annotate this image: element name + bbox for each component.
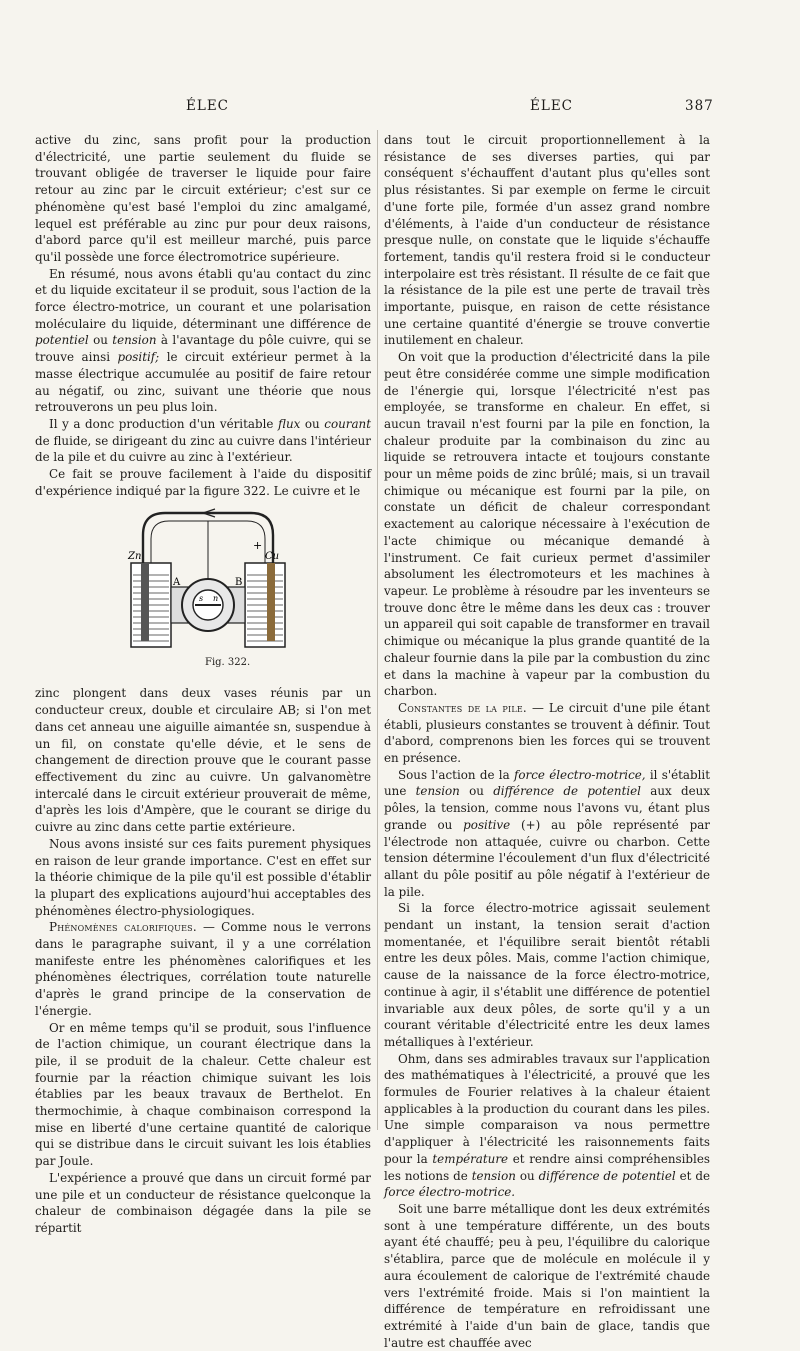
paragraph: En résumé, nous avons établi qu'au contact du zinc et du liquide excitateur il se produit, sous l'action de la force électro-motrice, un courant et une polarisation moléculaire du liquide, déterminant une différence de potentiel ou tension à l'avantage du pôle cuivre, qui se trouve ainsi positif; le circuit extérieur permet à la masse électrique accumulée au positif de faire retour au négatif, ou zinc, suivant une théorie que nous retrouverons un peu plus loin. bbox=[35, 266, 371, 415]
running-header-right: ÉLEC bbox=[530, 98, 574, 114]
paragraph: Or en même temps qu'il se produit, sous l'influence de l'action chimique, un courant électrique dans la pile, il se produit de la chaleur. Cette chaleur est fournie par la réaction chimique suivant les lois établies par les beaux travaux de Berthelot. En thermochimie, à chaque combinaison correspond la mise en liberté d'une certaine quantité de calorique qui se distribue dans le circuit suivant les lois établies par Joule. bbox=[35, 1020, 371, 1169]
label-plus: + bbox=[253, 539, 263, 553]
paragraph: zinc plongent dans deux vases réunis par un conducteur creux, double et circulaire AB; si l'on met dans cet anneau une aiguille aimantée sn, suspendue à un fil, on constate qu'elle dévie, et le sens de changement de direction prouve que le courant passe effectivement du zinc au cuivre. Un galvanomètre intercalé dans le circuit extérieur prouverait de même, d'après les lois d'Ampère, que le courant se dirige du cuivre au zinc dans cette partie extérieure. bbox=[35, 686, 371, 835]
section-heading: Constantes de la pile. bbox=[398, 700, 527, 715]
paragraph: Il y a donc production d'un véritable flux ou courant de fluide, se dirigeant du zinc au cuivre dans l'intérieur de la pile et du cuivre au zinc à l'extérieur. bbox=[35, 416, 371, 465]
label-a: A bbox=[173, 577, 181, 589]
paragraph: Nous avons insisté sur ces faits purement physiques en raison de leur grande importance. C'est en effet sur la théorie chimique de la pile qu'il est possible d'établir la plupart des explications aujourd'hui acceptables des phénomènes électro-physiologiques. bbox=[35, 836, 371, 918]
label-cu: Cu bbox=[265, 551, 280, 563]
right-column bbox=[384, 132, 710, 1351]
column-divider bbox=[377, 130, 378, 1130]
page-number: 387 bbox=[685, 98, 714, 114]
figure-322 bbox=[35, 505, 371, 681]
paragraph: active du zinc, sans profit pour la production d'électricité, une partie seulement du fluide se trouvant obligée de traverser le liquide pour faire retour au zinc par le circuit extérieur; c'est sur ce phénomène qu'est basé l'emploi du zinc amalgamé, lequel est préférable au zinc pur pour deux raisons, d'abord parce qu'il est meilleur marché, puis parce qu'il possède une force électromotrice supérieure. bbox=[35, 133, 371, 264]
left-column bbox=[35, 132, 371, 1237]
paragraph: L'expérience a prouvé que dans un circuit formé par une pile et un conducteur de résistance quelconque la chaleur de combinaison dégagée dans la pile se répartit bbox=[35, 1170, 371, 1235]
paragraph: Ce fait se prouve facilement à l'aide du dispositif d'expérience indiqué par la figure 322. Le cuivre et le bbox=[35, 467, 371, 498]
label-n: n bbox=[213, 594, 219, 604]
apparatus-illustration bbox=[123, 505, 293, 655]
paragraph: Phénomènes calorifiques. — Comme nous le verrons dans le paragraphe suivant, il y a une corrélation manifeste entre les phénomènes calorifiques et les phénomènes électriques, corrélation toute naturelle d'après le grand principe de la conservation de l'énergie. bbox=[35, 920, 371, 1018]
section-heading: Phénomènes calorifiques. bbox=[49, 920, 197, 935]
paragraph: Soit une barre métallique dont les deux extrémités sont à une température différente, un des bouts ayant été chauffé; peu à peu, l'équilibre du calorique s'établira, parce que de molécule en molécule il y aura écoulement de calorique de l'extrémité chaude vers l'extrémité froide. Mais si l'on maintient la différence de température en refroidissant une extrémité à l'aide d'un bain de glace, tandis que l'autre est chauffée avec bbox=[384, 1202, 710, 1350]
label-zn: Zn bbox=[128, 551, 142, 563]
paragraph: Ohm, dans ses admirables travaux sur l'application des mathématiques à l'électricité, a prouvé que les formules de Fourier relatives à la chaleur étaient applicables à la production du courant dans les piles. Une simple comparaison va nous permettre d'appliquer à l'électricité les raisonnements faits pour la température et rendre ainsi compréhensibles les notions de tension ou différence de potentiel et de force électro-motrice. bbox=[384, 1051, 710, 1200]
label-s: s bbox=[199, 594, 204, 604]
running-header-left: ÉLEC bbox=[186, 98, 230, 114]
paragraph: Si la force électro-motrice agissait seulement pendant un instant, la tension serait d'action momentanée, et l'équilibre serait bientôt rétabli entre les deux pôles. Mais, comme l'action chimique, cause de la naissance de la force électro-motrice, continue à agir, il s'établit une différence de potentiel invariable aux deux pôles, de sorte qu'il y a un courant véritable d'électricité entre les deux lames métalliques à l'extérieur. bbox=[384, 901, 710, 1049]
figure-caption: Fig. 322. bbox=[205, 657, 251, 669]
paragraph: Constantes de la pile. — Le circuit d'une pile étant établi, plusieurs constantes se trouvent à définir. Tout d'abord, comprenons bien les forces qui se trouvent en présence. bbox=[384, 700, 710, 766]
paragraph: dans tout le circuit proportionnellement à la résistance de ses diverses parties, qui par conséquent s'échauffent d'autant plus qu'elles sont plus résistantes. Si par exemple on ferme le circuit d'une forte pile, formée d'un assez grand nombre d'éléments, à l'aide d'un conducteur de résistance presque nulle, on constate que le liquide s'échauffe fortement, tandis qu'il restera froid si le conducteur interpolaire est très résistant. Il résulte de ce fait que la résistance de la pile est une perte de travail très importante, puisque, en raison de cette résistance une certaine quantité d'énergie se trouve convertie inutilement en chaleur. bbox=[384, 133, 710, 348]
paragraph: Sous l'action de la force électro-motrice, il s'établit une tension ou différence de potentiel aux deux pôles, la tension, comme nous l'avons vu, étant plus grande ou positive (+) au pôle représenté par l'électrode non attaquée, cuivre ou charbon. Cette tension détermine l'écoulement d'un flux d'électricité allant du pôle positif au pôle négatif à l'extérieur de la pile. bbox=[384, 767, 710, 899]
paragraph: On voit que la production d'électricité dans la pile peut être considérée comme une simple modification de l'énergie qui, lorsque l'électricité n'est pas employée, se transforme en chaleur. En effet, si aucun travail n'est fourni par la pile en fonction, la chaleur produite par la combinaison du zinc au liquide se retrouvera intacte et toujours constante pour un même poids de zinc brûlé; mais, si un travail chimique ou mécanique est fourni par la pile, on constate un déficit de chaleur correspondant exactement au calorique nécessaire à l'exécution de l'acte chimique ou mécanique demandé à l'instrument. Ce fait curieux permet d'assimiler absolument les électromoteurs et les machines à vapeur. Le problème à résoudre par les inventeurs se trouve donc être le même dans les deux cas : trouver un appareil qui soit capable de transformer en travail chimique ou mécanique la plus grande quantité de la chaleur fournie dans la pile par la combustion du zinc et dans la machine à vapeur par la combustion du charbon. bbox=[384, 350, 710, 699]
label-b: B bbox=[235, 577, 243, 589]
